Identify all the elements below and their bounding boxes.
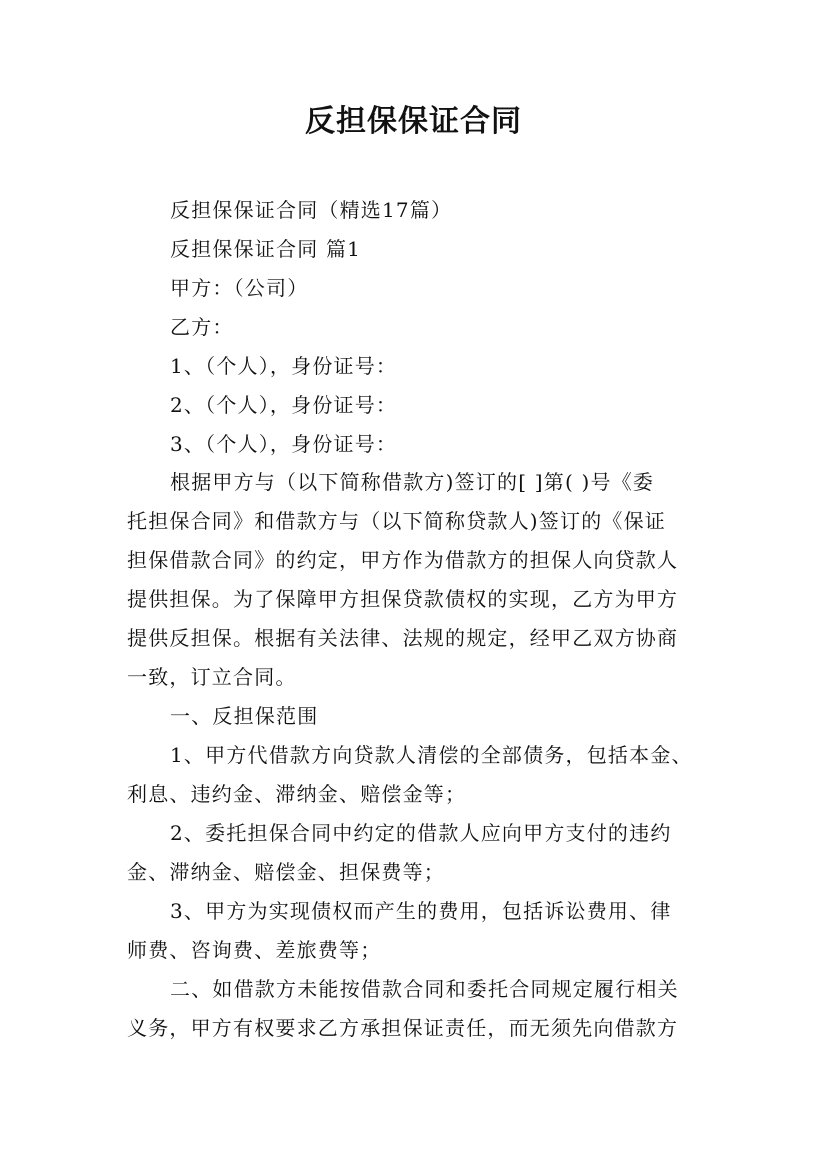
clause-item-line: 师费、咨询费、差旅费等； <box>127 938 382 962</box>
clause-heading-line: 一、反担保范围 <box>170 704 319 728</box>
party-b-line: 乙方： <box>170 315 234 339</box>
clause-item-line: 利息、违约金、滞纳金、赔偿金等； <box>127 782 467 806</box>
paragraph-line: 一致，订立合同。 <box>127 665 297 689</box>
paragraph-line: 根据甲方与（以下简称借款方)签订的[ ]第( )号《委 <box>170 470 655 494</box>
party-b-person-3-line: 3、（个人），身份证号： <box>170 432 398 456</box>
clause-heading-line: 二、如借款方未能按借款合同和委托合同规定履行相关 <box>170 977 679 1001</box>
paragraph-line: 提供反担保。根据有关法律、法规的规定，经甲乙双方协商 <box>127 626 679 650</box>
party-b-person-1-line: 1、（个人），身份证号： <box>170 354 398 378</box>
document-title: 反担保保证合同 <box>305 104 522 139</box>
party-a-line: 甲方：（公司） <box>170 276 309 300</box>
paragraph-line: 担保借款合同》的约定，甲方作为借款方的担保人向贷款人 <box>127 548 679 572</box>
clause-item-line: 2、委托担保合同中约定的借款人应向甲方支付的违约 <box>170 821 672 845</box>
paragraph-line: 托担保合同》和借款方与（以下简称贷款人)签订的《保证 <box>127 509 667 533</box>
party-b-person-2-line: 2、（个人），身份证号： <box>170 393 398 417</box>
section-heading-line: 反担保保证合同 篇1 <box>170 237 362 261</box>
paragraph-line: 提供担保。为了保障甲方担保贷款债权的实现，乙方为甲方 <box>127 587 679 611</box>
clause-item-line: 3、甲方为实现债权而产生的费用，包括诉讼费用、律 <box>170 899 672 923</box>
clause-body-line: 义务，甲方有权要求乙方承担保证责任，而无须先向借款方 <box>127 1016 679 1040</box>
clause-item-line: 金、滞纳金、赔偿金、担保费等； <box>127 860 445 884</box>
clause-item-line: 1、甲方代借款方向贷款人清偿的全部债务，包括本金、 <box>170 743 693 767</box>
subtitle-line: 反担保保证合同（精选17篇） <box>170 198 453 222</box>
